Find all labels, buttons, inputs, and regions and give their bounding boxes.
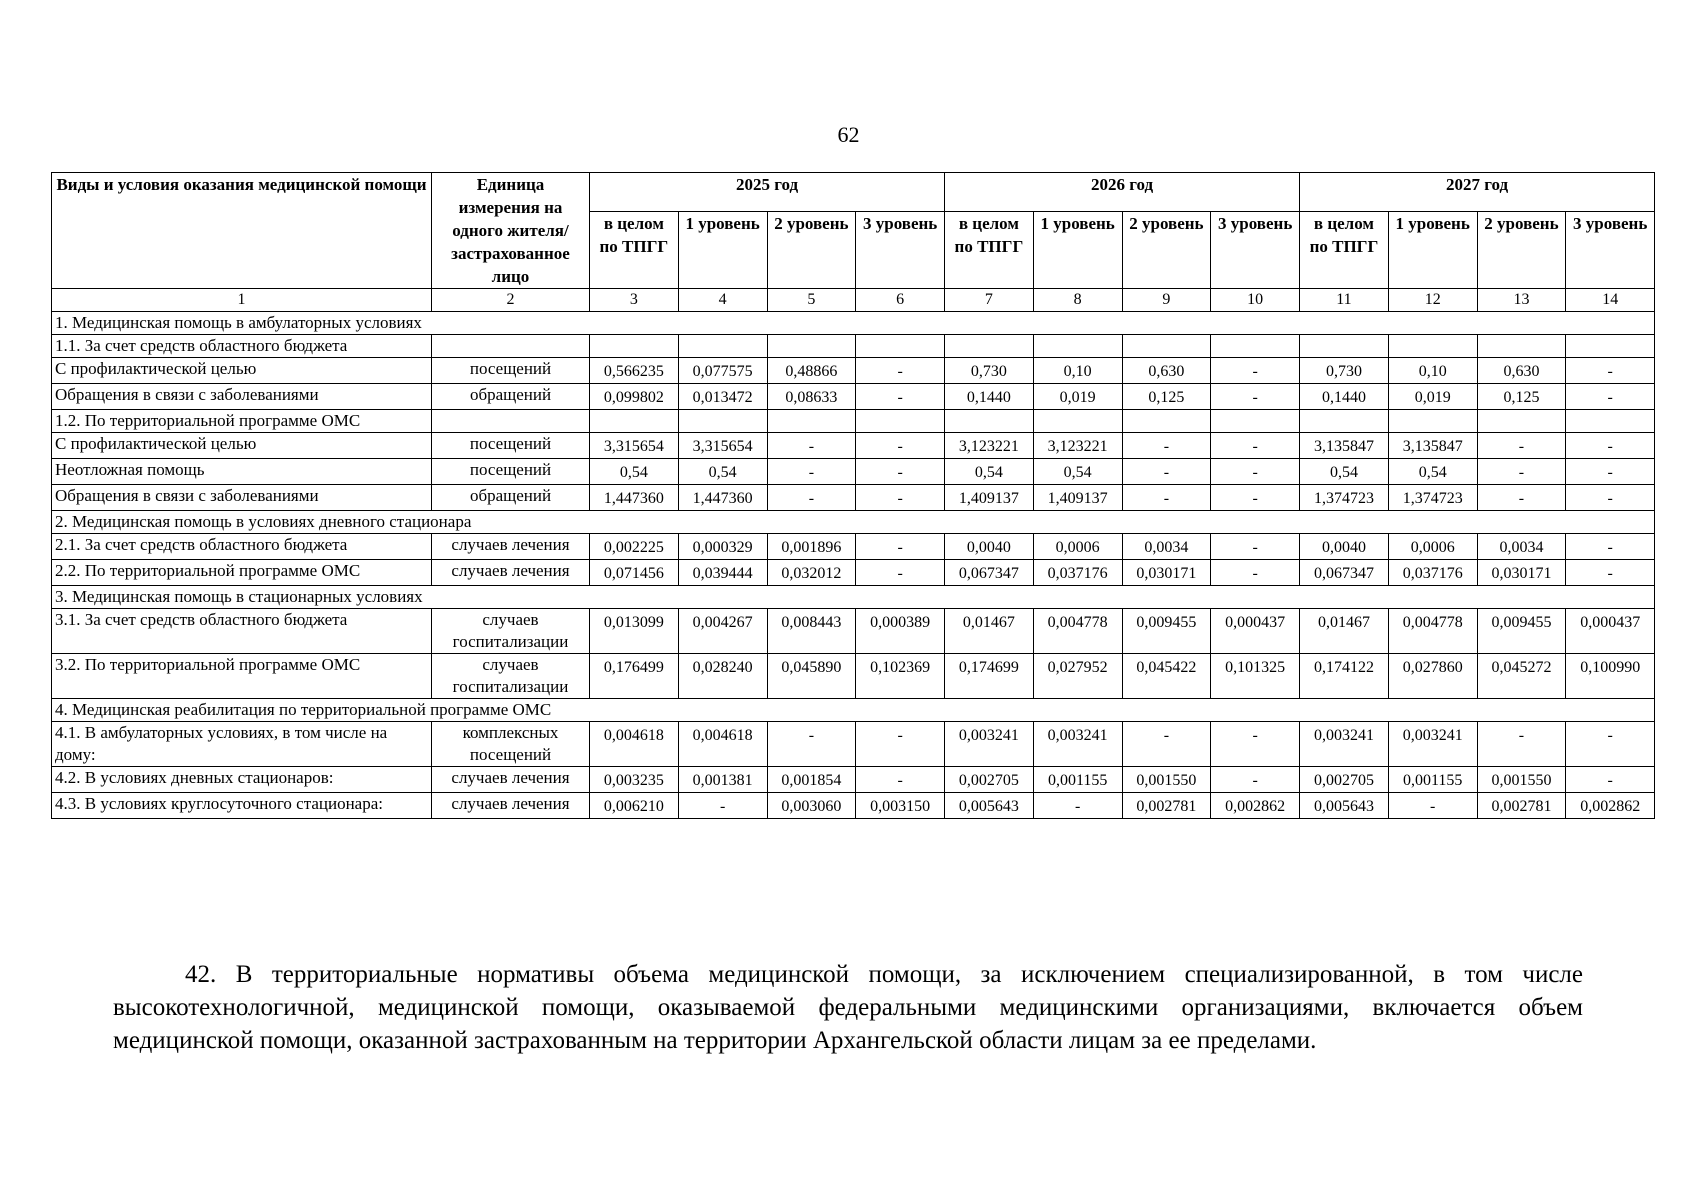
value-cell: 0,001854 [767, 767, 856, 793]
section-label: 1. Медицинская помощь в амбулаторных условиях [52, 312, 1655, 335]
empty-cell [1388, 335, 1477, 358]
empty-cell [856, 410, 945, 433]
column-number: 2 [432, 289, 590, 312]
value-cell: 0,101325 [1211, 654, 1300, 699]
value-cell: 0,174699 [945, 654, 1034, 699]
column-number: 1 [52, 289, 432, 312]
empty-cell [767, 410, 856, 433]
row-label: 2.2. По территориальной программе ОМС [52, 560, 432, 586]
norms-table [51, 172, 1655, 819]
value-cell: 0,037176 [1033, 560, 1122, 586]
value-cell: 0,54 [1033, 459, 1122, 485]
value-cell: 0,100990 [1566, 654, 1655, 699]
row-unit: случаев госпитализации [432, 654, 590, 699]
section-label: 3. Медицинская помощь в стационарных условиях [52, 586, 1655, 609]
value-cell: - [1566, 358, 1655, 384]
value-cell: - [678, 793, 767, 819]
empty-cell [1122, 410, 1211, 433]
value-cell: 0,004778 [1033, 609, 1122, 654]
value-cell: 0,004618 [590, 722, 679, 767]
section-label: 2. Медицинская помощь в условиях дневного стационара [52, 511, 1655, 534]
empty-cell [1033, 335, 1122, 358]
value-cell: 0,10 [1388, 358, 1477, 384]
value-cell: 0,003241 [1388, 722, 1477, 767]
value-cell: 0,000437 [1211, 609, 1300, 654]
value-cell: 0,067347 [1300, 560, 1389, 586]
row-unit: случаев лечения [432, 793, 590, 819]
empty-cell [1566, 335, 1655, 358]
column-number: 10 [1211, 289, 1300, 312]
value-cell: - [1477, 722, 1566, 767]
value-cell: 0,006210 [590, 793, 679, 819]
value-cell: 0,013099 [590, 609, 679, 654]
table-row [52, 384, 1655, 410]
value-cell: - [1566, 767, 1655, 793]
value-cell: - [1388, 793, 1477, 819]
value-cell: 0,125 [1122, 384, 1211, 410]
value-cell: 0,630 [1122, 358, 1211, 384]
table-row [52, 722, 1655, 767]
value-cell: 0,045890 [767, 654, 856, 699]
table-row [52, 534, 1655, 560]
column-number: 6 [856, 289, 945, 312]
value-cell: 0,045422 [1122, 654, 1211, 699]
value-cell: 0,013472 [678, 384, 767, 410]
value-cell: 0,125 [1477, 384, 1566, 410]
row-unit: посещений [432, 358, 590, 384]
value-cell: 0,0034 [1477, 534, 1566, 560]
column-number: 5 [767, 289, 856, 312]
value-cell: - [1211, 767, 1300, 793]
column-number: 11 [1300, 289, 1389, 312]
value-cell: 0,027952 [1033, 654, 1122, 699]
table-row [52, 609, 1655, 654]
value-cell: 0,001155 [1388, 767, 1477, 793]
value-cell: - [767, 722, 856, 767]
header-subcol: 1 уровень [678, 212, 767, 289]
header-subcol: 1 уровень [1388, 212, 1477, 289]
row-unit: случаев госпитализации [432, 609, 590, 654]
table-row [52, 560, 1655, 586]
value-cell: - [856, 433, 945, 459]
value-cell: 0,030171 [1122, 560, 1211, 586]
empty-cell [432, 410, 590, 433]
value-cell: 0,002781 [1122, 793, 1211, 819]
value-cell: - [1211, 722, 1300, 767]
value-cell: 1,374723 [1300, 485, 1389, 511]
column-number: 13 [1477, 289, 1566, 312]
row-label: 3.1. За счет средств областного бюджета [52, 609, 432, 654]
value-cell: 0,002862 [1566, 793, 1655, 819]
value-cell: 0,54 [945, 459, 1034, 485]
row-unit: случаев лечения [432, 560, 590, 586]
value-cell: 1,447360 [590, 485, 679, 511]
value-cell: 0,039444 [678, 560, 767, 586]
empty-cell [856, 335, 945, 358]
value-cell: 0,0006 [1033, 534, 1122, 560]
value-cell: 0,730 [1300, 358, 1389, 384]
header-subcol: в целом по ТПГГ [1300, 212, 1389, 289]
value-cell: - [856, 459, 945, 485]
value-cell: - [856, 384, 945, 410]
row-label: 4.3. В условиях круглосуточного стационара: [52, 793, 432, 819]
value-cell: - [767, 459, 856, 485]
value-cell: 0,067347 [945, 560, 1034, 586]
value-cell: - [767, 485, 856, 511]
header-year-2026: 2026 год [945, 173, 1300, 212]
value-cell: 0,005643 [1300, 793, 1389, 819]
header-unit: Единица измерения на одного жителя/ застрахованное лицо [432, 173, 590, 289]
empty-cell [1211, 410, 1300, 433]
empty-cell [678, 410, 767, 433]
value-cell: 0,0040 [945, 534, 1034, 560]
value-cell: 0,009455 [1477, 609, 1566, 654]
subsection-row [52, 410, 1655, 433]
empty-cell [945, 335, 1034, 358]
empty-cell [767, 335, 856, 358]
table-body [52, 312, 1655, 819]
value-cell: 0,003241 [1033, 722, 1122, 767]
row-label: 3.2. По территориальной программе ОМС [52, 654, 432, 699]
empty-cell [1033, 410, 1122, 433]
value-cell: 0,0034 [1122, 534, 1211, 560]
value-cell: 0,54 [1300, 459, 1389, 485]
header-subcol: в целом по ТПГГ [945, 212, 1034, 289]
empty-cell [1477, 410, 1566, 433]
value-cell: 0,008443 [767, 609, 856, 654]
table-row [52, 793, 1655, 819]
row-unit: комплексных посещений [432, 722, 590, 767]
empty-cell [1122, 335, 1211, 358]
value-cell: 0,566235 [590, 358, 679, 384]
value-cell: 0,001550 [1477, 767, 1566, 793]
value-cell: 3,135847 [1388, 433, 1477, 459]
table-row [52, 767, 1655, 793]
empty-cell [945, 410, 1034, 433]
value-cell: 0,54 [678, 459, 767, 485]
value-cell: - [1566, 459, 1655, 485]
value-cell: 0,045272 [1477, 654, 1566, 699]
header-subcol: 3 уровень [856, 212, 945, 289]
empty-cell [1388, 410, 1477, 433]
value-cell: - [1566, 433, 1655, 459]
value-cell: - [856, 485, 945, 511]
value-cell: - [856, 767, 945, 793]
header-subcol: 2 уровень [767, 212, 856, 289]
value-cell: 0,002705 [1300, 767, 1389, 793]
value-cell: 3,315654 [678, 433, 767, 459]
value-cell: - [1566, 534, 1655, 560]
value-cell: 0,730 [945, 358, 1034, 384]
value-cell: - [856, 534, 945, 560]
table-row [52, 433, 1655, 459]
value-cell: 0,54 [590, 459, 679, 485]
value-cell: 0,001896 [767, 534, 856, 560]
row-unit: обращений [432, 384, 590, 410]
column-number: 4 [678, 289, 767, 312]
value-cell: 3,135847 [1300, 433, 1389, 459]
value-cell: 0,037176 [1388, 560, 1477, 586]
section-label: 4. Медицинская реабилитация по территориальной программе ОМС [52, 699, 1655, 722]
row-unit: случаев лечения [432, 534, 590, 560]
value-cell: 0,005643 [945, 793, 1034, 819]
value-cell: 0,004267 [678, 609, 767, 654]
column-number: 9 [1122, 289, 1211, 312]
value-cell: - [856, 358, 945, 384]
value-cell: - [1122, 485, 1211, 511]
value-cell: 0,002781 [1477, 793, 1566, 819]
value-cell: 0,003241 [945, 722, 1034, 767]
row-unit: обращений [432, 485, 590, 511]
value-cell: 0,009455 [1122, 609, 1211, 654]
column-number: 7 [945, 289, 1034, 312]
value-cell: - [1566, 722, 1655, 767]
value-cell: 0,000389 [856, 609, 945, 654]
value-cell: 0,102369 [856, 654, 945, 699]
empty-cell [1211, 335, 1300, 358]
value-cell: 0,004778 [1388, 609, 1477, 654]
value-cell: - [856, 560, 945, 586]
header-year-2027: 2027 год [1300, 173, 1655, 212]
section-row [52, 312, 1655, 335]
value-cell: 0,000329 [678, 534, 767, 560]
empty-cell [590, 335, 679, 358]
header-subcol: 3 уровень [1211, 212, 1300, 289]
value-cell: 0,174122 [1300, 654, 1389, 699]
table-header [52, 173, 1655, 312]
column-number: 3 [590, 289, 679, 312]
value-cell: 0,000437 [1566, 609, 1655, 654]
value-cell: 0,003060 [767, 793, 856, 819]
value-cell: - [767, 433, 856, 459]
value-cell: - [1122, 459, 1211, 485]
row-unit: посещений [432, 459, 590, 485]
value-cell: 0,004618 [678, 722, 767, 767]
row-label: Обращения в связи с заболеваниями [52, 384, 432, 410]
value-cell: 0,0040 [1300, 534, 1389, 560]
header-subcol: в целом по ТПГГ [590, 212, 679, 289]
value-cell: 0,1440 [945, 384, 1034, 410]
header-subcol: 2 уровень [1122, 212, 1211, 289]
value-cell: - [1566, 485, 1655, 511]
value-cell: 1,374723 [1388, 485, 1477, 511]
row-unit: посещений [432, 433, 590, 459]
subsection-label: 1.1. За счет средств областного бюджета [52, 335, 432, 358]
empty-cell [1477, 335, 1566, 358]
value-cell: - [1211, 358, 1300, 384]
section-row [52, 586, 1655, 609]
column-number: 8 [1033, 289, 1122, 312]
value-cell: 0,027860 [1388, 654, 1477, 699]
header-subcol: 2 уровень [1477, 212, 1566, 289]
table-row [52, 654, 1655, 699]
value-cell: - [1477, 485, 1566, 511]
value-cell: 0,01467 [1300, 609, 1389, 654]
subsection-row [52, 335, 1655, 358]
value-cell: 3,123221 [1033, 433, 1122, 459]
value-cell: - [1211, 384, 1300, 410]
value-cell: 1,447360 [678, 485, 767, 511]
value-cell: 0,002225 [590, 534, 679, 560]
empty-cell [678, 335, 767, 358]
value-cell: 0,003150 [856, 793, 945, 819]
table-row [52, 358, 1655, 384]
value-cell: 0,003235 [590, 767, 679, 793]
value-cell: 0,10 [1033, 358, 1122, 384]
value-cell: 0,002705 [945, 767, 1034, 793]
row-unit: случаев лечения [432, 767, 590, 793]
header-subcol: 1 уровень [1033, 212, 1122, 289]
value-cell: 0,48866 [767, 358, 856, 384]
value-cell: 0,003241 [1300, 722, 1389, 767]
value-cell: 0,002862 [1211, 793, 1300, 819]
value-cell: - [1211, 433, 1300, 459]
value-cell: 0,54 [1388, 459, 1477, 485]
value-cell: - [1566, 560, 1655, 586]
row-label: 2.1. За счет средств областного бюджета [52, 534, 432, 560]
section-row [52, 511, 1655, 534]
value-cell: 0,630 [1477, 358, 1566, 384]
value-cell: 0,0006 [1388, 534, 1477, 560]
table-row [52, 485, 1655, 511]
column-number: 12 [1388, 289, 1477, 312]
value-cell: 1,409137 [945, 485, 1034, 511]
table-row [52, 459, 1655, 485]
row-label: Обращения в связи с заболеваниями [52, 485, 432, 511]
value-cell: 0,028240 [678, 654, 767, 699]
empty-cell [1300, 410, 1389, 433]
header-row-col-numbers [52, 289, 1655, 312]
value-cell: - [1211, 534, 1300, 560]
value-cell: - [1211, 485, 1300, 511]
row-label: С профилактической целью [52, 433, 432, 459]
value-cell: 0,08633 [767, 384, 856, 410]
value-cell: - [1122, 722, 1211, 767]
empty-cell [432, 335, 590, 358]
header-subcol: 3 уровень [1566, 212, 1655, 289]
value-cell: 0,030171 [1477, 560, 1566, 586]
value-cell: 0,001381 [678, 767, 767, 793]
value-cell: 0,019 [1388, 384, 1477, 410]
value-cell: 0,01467 [945, 609, 1034, 654]
value-cell: - [856, 722, 945, 767]
value-cell: 0,077575 [678, 358, 767, 384]
value-cell: - [1211, 459, 1300, 485]
row-label: 4.1. В амбулаторных условиях, в том числе на дому: [52, 722, 432, 767]
value-cell: 0,019 [1033, 384, 1122, 410]
empty-cell [1300, 335, 1389, 358]
value-cell: 0,001155 [1033, 767, 1122, 793]
value-cell: 0,071456 [590, 560, 679, 586]
section-row [52, 699, 1655, 722]
value-cell: 0,1440 [1300, 384, 1389, 410]
value-cell: - [1477, 433, 1566, 459]
value-cell: - [1033, 793, 1122, 819]
value-cell: 0,032012 [767, 560, 856, 586]
value-cell: - [1122, 433, 1211, 459]
value-cell: 0,001550 [1122, 767, 1211, 793]
value-cell: - [1566, 384, 1655, 410]
value-cell: 0,099802 [590, 384, 679, 410]
header-kind: Виды и условия оказания медицинской помощи [52, 173, 432, 289]
row-label: Неотложная помощь [52, 459, 432, 485]
header-year-2025: 2025 год [590, 173, 945, 212]
value-cell: - [1477, 459, 1566, 485]
value-cell: - [1211, 560, 1300, 586]
value-cell: 3,315654 [590, 433, 679, 459]
empty-cell [590, 410, 679, 433]
value-cell: 3,123221 [945, 433, 1034, 459]
value-cell: 0,176499 [590, 654, 679, 699]
page-number: 62 [837, 122, 860, 147]
column-number: 14 [1566, 289, 1655, 312]
subsection-label: 1.2. По территориальной программе ОМС [52, 410, 432, 433]
empty-cell [1566, 410, 1655, 433]
value-cell: 1,409137 [1033, 485, 1122, 511]
paragraph-42: 42. В территориальные нормативы объема медицинской помощи, за исключением специализированной, в том числе высокотехнологичной, медицинской помощи, оказываемой федеральными медицинскими организациями, включается объем медицинской помощи, оказанной застрахованным на территории Архангельской области лицам за ее пределами. [113, 961, 1583, 1054]
row-label: С профилактической целью [52, 358, 432, 384]
header-row-years [52, 173, 1655, 212]
row-label: 4.2. В условиях дневных стационаров: [52, 767, 432, 793]
